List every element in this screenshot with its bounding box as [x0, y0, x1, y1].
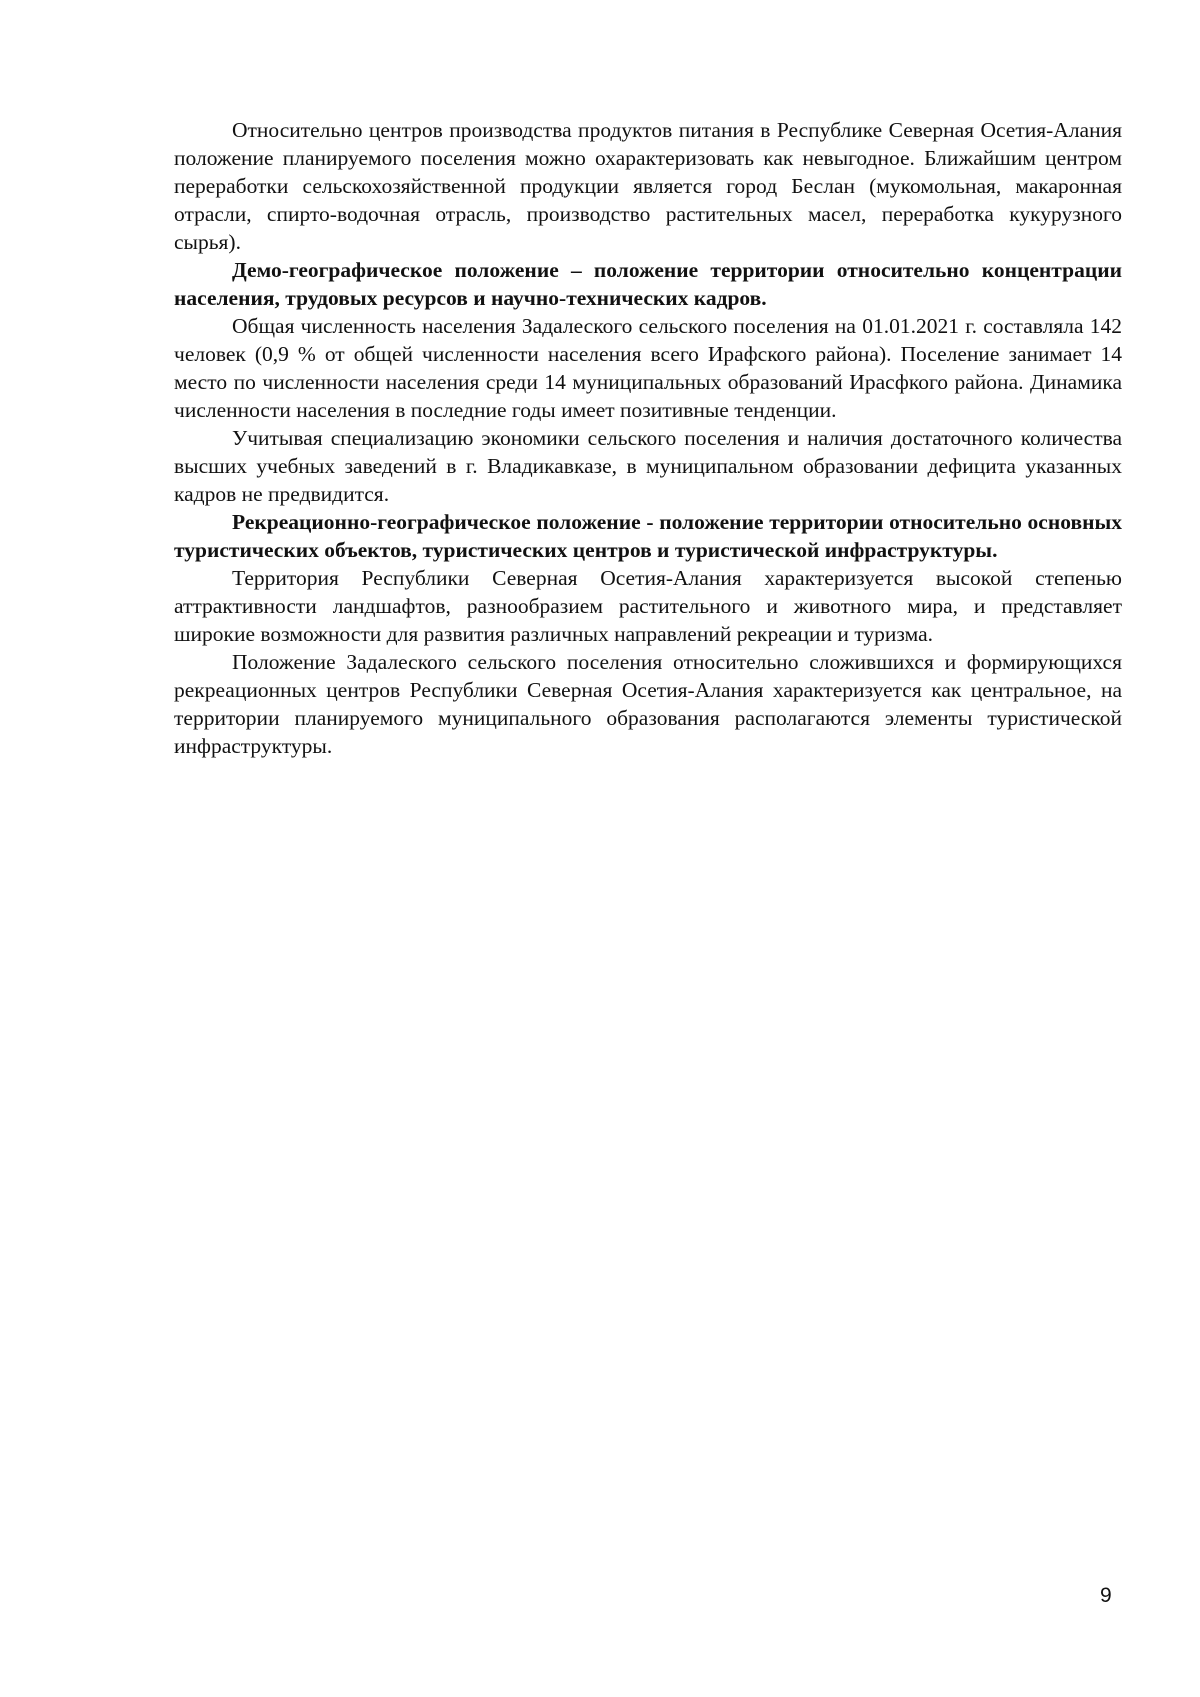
paragraph-republic-territory: Территория Республики Северная Осетия-Алания характеризуется высокой степенью аттрактивности ландшафтов, разнообразием растительного и животного мира, и представляет широкие возможности для развития различных направлений рекреации и туризма.: [174, 566, 1122, 646]
paragraph-food-centers: Относительно центров производства продуктов питания в Республике Северная Осетия-Алания положение планируемого поселения можно охарактеризовать как невыгодное. Ближайшим центром переработки сельскохозяйственной продукции является город Беслан (мукомольная, макаронная отрасли, спирто-водочная отрасль, производство растительных масел, переработка кукурузного сырья).: [174, 118, 1122, 254]
paragraph-specialization: Учитывая специализацию экономики сельского поселения и наличия достаточного количества высших учебных заведений в г. Владикавказе, в муниципальном образовании дефицита указанных кадров не предвидится.: [174, 426, 1122, 506]
paragraph-population: Общая численность населения Задалеского сельского поселения на 01.01.2021 г. составляла 142 человек (0,9 % от общей численности населения всего Ирафского района). Поселение занимает 14 место по численности населения среди 14 муниципальных образований Ирасфкого района. Динамика численности населения в последние годы имеет позитивные тенденции.: [174, 314, 1122, 422]
paragraph-settlement-position: Положение Задалеского сельского поселения относительно сложившихся и формирующихся рекреационных центров Республики Северная Осетия-Алания характеризуется как центральное, на территории планируемого муниципального образования располагаются элементы туристической инфраструктуры.: [174, 650, 1122, 758]
heading-recreation-geographic-position: Рекреационно-географическое положение - положение территории относительно основных туристических объектов, туристических центров и туристической инфраструктуры.: [174, 510, 1122, 562]
page-number: 9: [1100, 1584, 1112, 1607]
heading-demo-geographic-position: Демо-географическое положение – положение территории относительно концентрации населения, трудовых ресурсов и научно-технических кадров.: [174, 258, 1122, 310]
document-page: [174, 116, 1122, 760]
